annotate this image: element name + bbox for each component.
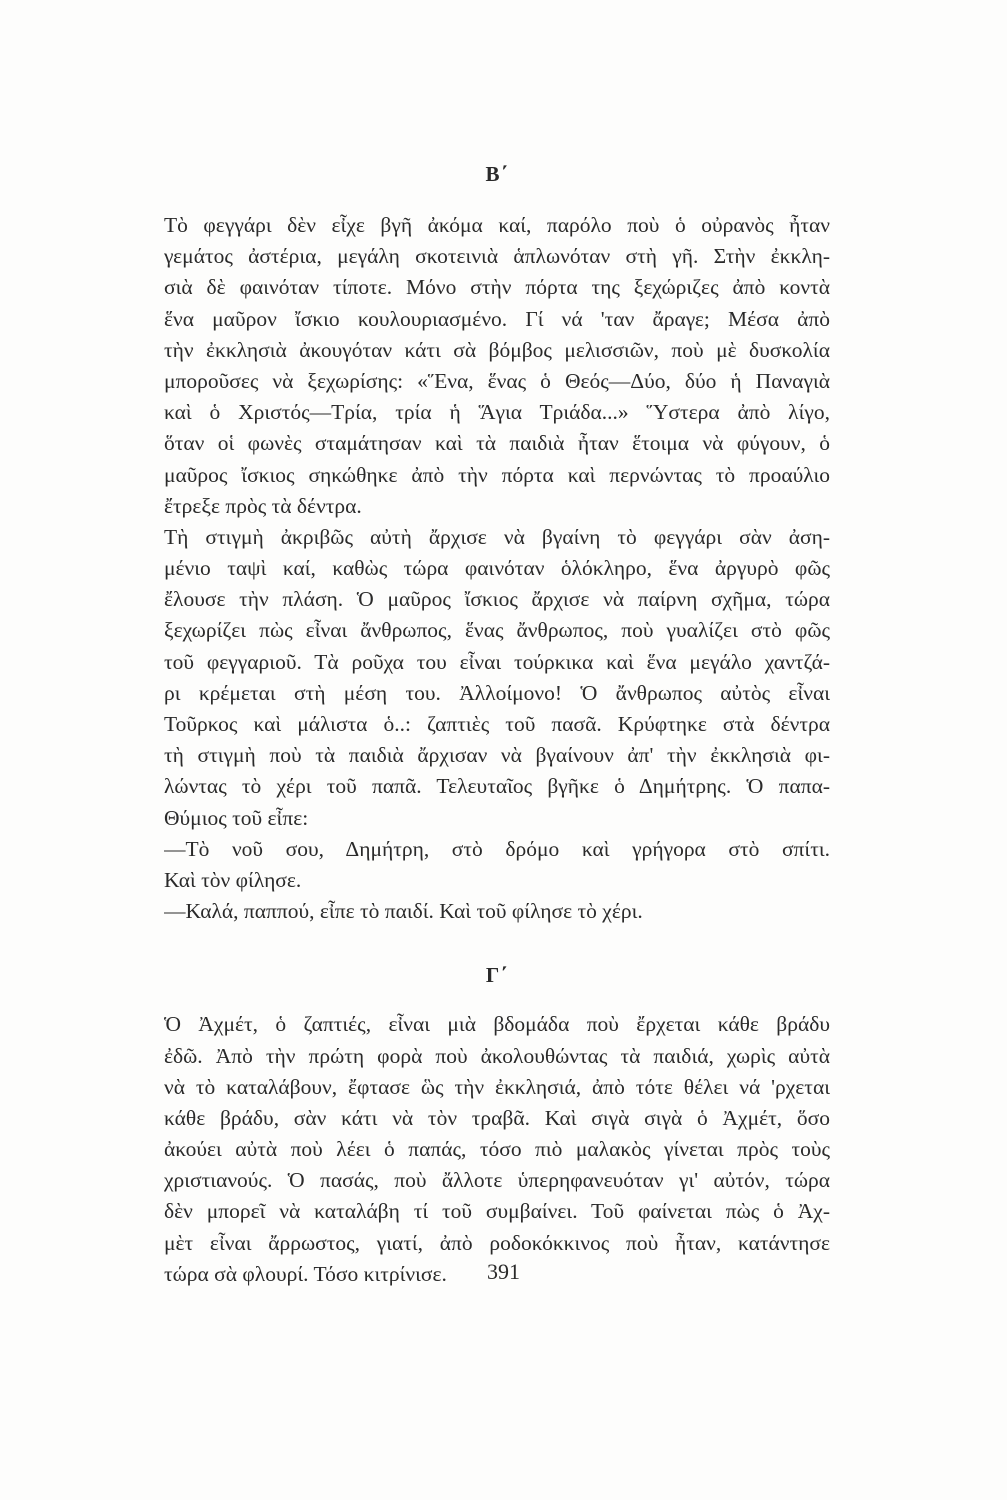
text-line: τώρα σὰ φλουρί. Τόσο κιτρίνισε. bbox=[164, 1261, 447, 1286]
text-line: μὲτ εἶναι ἄρρωστος, γιατί, ἀπὸ ροδοκόκκινος ποὺ ἦταν, κατάντησε bbox=[164, 1230, 830, 1255]
page-number: 391 bbox=[487, 1259, 520, 1284]
text-line: ὅταν οἱ φωνὲς σταμάτησαν καὶ τὰ παιδιὰ ἦταν ἕτοιμα νὰ φύγουν, ὁ bbox=[164, 431, 830, 456]
text-line: τοῦ φεγγαριοῦ. Τὰ ροῦχα του εἶναι τούρκικα καὶ ἕνα μεγάλο χαντζά- bbox=[164, 649, 830, 674]
text-line: Ὁ Ἀχμέτ, ὁ ζαπτιές, εἶναι μιὰ βδομάδα ποὺ ἔρχεται κάθε βράδυ bbox=[164, 1012, 830, 1037]
paragraph-3 bbox=[164, 834, 830, 896]
text-line: —Τὸ νοῦ σου, Δημήτρη, στὸ δρόμο καὶ γρήγορα στὸ σπίτι. bbox=[164, 836, 830, 861]
text-line: Τὸ φεγγάρι δὲν εἶχε βγῆ ἀκόμα καί, παρόλο ποὺ ὁ οὐρανὸς ἦταν bbox=[164, 213, 830, 237]
text-line: κάθε βράδυ, σὰν κάτι νὰ τὸν τραβᾶ. Καὶ σιγὰ σιγὰ ὁ Ἀχμέτ, ὅσο bbox=[164, 1105, 830, 1130]
text-line: τὴν ἐκκλησιὰ ἀκουγόταν κάτι σὰ βόμβος μελισσιῶν, ποὺ μὲ δυσκολία bbox=[164, 337, 830, 362]
section-heading-c: Γ΄ bbox=[485, 963, 509, 988]
text-line: Θύμιος τοῦ εἶπε: bbox=[164, 805, 309, 830]
paragraph-2 bbox=[164, 522, 830, 834]
text-line: χριστιανούς. Ὁ πασάς, ποὺ ἄλλοτε ὑπερηφανευόταν γι' αὐτόν, τώρα bbox=[164, 1168, 830, 1193]
paragraph-5 bbox=[164, 1009, 830, 1290]
text-line: μένιο ταψὶ καί, καθὼς τώρα φαινόταν ὁλόκληρο, ἕνα ἀργυρὸ φῶς bbox=[164, 556, 830, 581]
text-line: ρι κρέμεται στὴ μέση του. Ἀλλοίμονο! Ὁ ἄνθρωπος αὐτὸς εἶναι bbox=[164, 680, 830, 705]
text-line: μποροῦσες νὰ ξεχωρίσης: «Ἕνα, ἕνας ὁ Θεός—Δύο, δύο ἡ Παναγιὰ bbox=[164, 368, 830, 393]
text-line: ἀκούει αὐτὰ ποὺ λέει ὁ παπάς, τόσο πιὸ μαλακὸς γίνεται πρὸς τοὺς bbox=[164, 1137, 830, 1162]
text-line: γεμάτος ἀστέρια, μεγάλη σκοτεινιὰ ἁπλωνόταν στὴ γῆ. Στὴν ἐκκλη- bbox=[164, 244, 830, 269]
text-line: ἕνα μαῦρον ἴσκιο κουλουριασμένο. Γί νά 'ταν ἄραγε; Μέσα ἀπὸ bbox=[164, 306, 830, 331]
text-line: —Καλά, παππού, εἶπε τὸ παιδί. Καὶ τοῦ φίλησε τὸ χέρι. bbox=[164, 899, 643, 924]
text-line: λώντας τὸ χέρι τοῦ παπᾶ. Τελευταῖος βγῆκε ὁ Δημήτρης. Ὁ παπα- bbox=[164, 774, 830, 799]
text-line: σιὰ δὲ φαινόταν τίποτε. Μόνο στὴν πόρτα της ξεχώριζες ἀπὸ κοντὰ bbox=[164, 275, 830, 300]
text-line: ξεχωρίζει πὼς εἶναι ἄνθρωπος, ἕνας ἄνθρωπος, ποὺ γυαλίζει στὸ φῶς bbox=[164, 618, 830, 643]
text-line: ἐδῶ. Ἀπὸ τὴν πρώτη φορὰ ποὺ ἀκολουθώντας τὰ παιδιά, χωρὶς αὐτὰ bbox=[164, 1043, 830, 1068]
text-line: καὶ ὁ Χριστός—Τρία, τρία ἡ Ἅγια Τριάδα...» Ὕστερα ἀπὸ λίγο, bbox=[164, 400, 830, 425]
text-line: μαῦρος ἴσκιος σηκώθηκε ἀπὸ τὴν πόρτα καὶ περνώντας τὸ προαύλιο bbox=[164, 462, 830, 487]
text-line: δὲν μπορεῖ νὰ καταλάβη τί τοῦ συμβαίνει. Τοῦ φαίνεται πὼς ὁ Ἀχ- bbox=[164, 1199, 830, 1224]
text-line: τὴ στιγμὴ ποὺ τὰ παιδιὰ ἄρχισαν νὰ βγαίνουν ἀπ' τὴν ἐκκλησιὰ φι- bbox=[164, 743, 830, 768]
paragraph-4 bbox=[164, 896, 830, 927]
text-line: Τὴ στιγμὴ ἀκριβῶς αὐτὴ ἄρχισε νὰ βγαίνη τὸ φεγγάρι σὰν ἀση- bbox=[164, 524, 830, 549]
text-line: νὰ τὸ καταλάβουν, ἔφτασε ὣς τὴν ἐκκλησιά, ἀπὸ τότε θέλει νά 'ρχεται bbox=[164, 1074, 830, 1099]
text-line: ἔτρεξε πρὸς τὰ δέντρα. bbox=[164, 493, 362, 518]
page-body bbox=[164, 160, 830, 1290]
paragraph-1 bbox=[164, 210, 830, 522]
text-line: ἔλουσε τὴν πλάση. Ὁ μαῦρος ἴσκιος ἄρχισε νὰ παίρνη σχῆμα, τώρα bbox=[164, 587, 830, 612]
text-line: Καὶ τὸν φίλησε. bbox=[164, 867, 302, 892]
section-heading-b: Β΄ bbox=[485, 162, 509, 186]
text-line: Τοῦρκος καὶ μάλιστα ὁ..: ζαπτιὲς τοῦ πασᾶ. Κρύφτηκε στὰ δέντρα bbox=[164, 712, 830, 736]
